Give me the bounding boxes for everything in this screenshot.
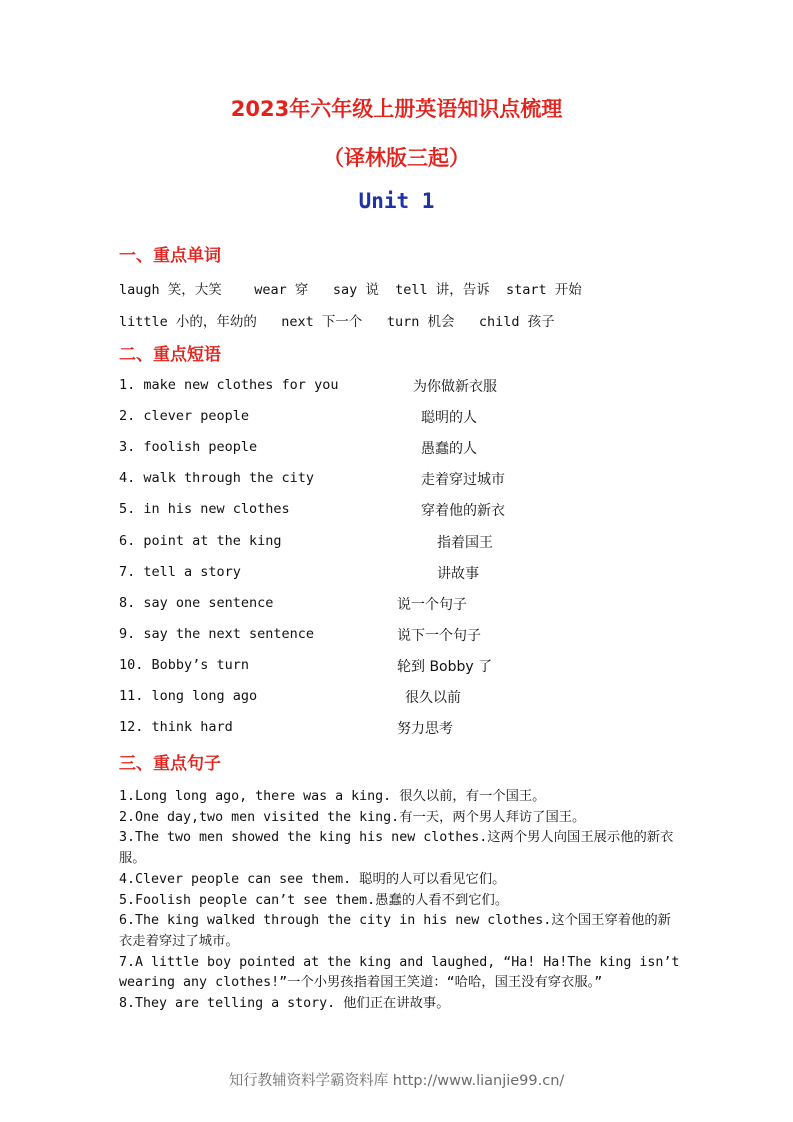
section-heading-phrases: 二、重点短语 (119, 345, 221, 365)
phrase-chinese: 为你做新衣服 (413, 379, 497, 395)
sentence-item: 6.The king walked through the city in his new clothes.这个国王穿着他的新衣走着穿过了城市。 (119, 913, 671, 949)
vocabulary-row-1 (119, 278, 582, 298)
phrase-english: 6. point at the king (119, 533, 282, 549)
phrase-chinese: 说下一个句子 (397, 628, 481, 644)
section-heading-vocabulary: 一、重点单词 (119, 246, 221, 266)
unit-heading: Unit 1 (358, 189, 435, 213)
sentence-item: 2.One day,two men visited the king.有一天，两个男人拜访了国王。 (119, 809, 586, 825)
phrase-english: 4. walk through the city (119, 470, 315, 486)
phrase-chinese: 愚蠢的人 (421, 441, 477, 457)
phrase-english: 3. foolish people (119, 439, 258, 455)
vocab-item: next 下一个 (281, 314, 363, 330)
phrase-chinese: 很久以前 (405, 690, 461, 706)
vocab-item: little 小的，年幼的 (119, 314, 257, 330)
document-title: 2023年六年级上册英语知识点梳理 (230, 97, 563, 121)
vocab-item: tell 讲，告诉 (395, 282, 490, 298)
phrase-chinese: 努力思考 (397, 721, 453, 737)
vocab-item: child 孩子 (478, 314, 555, 330)
vocab-item: start 开始 (506, 282, 582, 298)
sentence-list (119, 787, 681, 1015)
phrase-chinese: 穿着他的新衣 (421, 503, 505, 519)
phrase-chinese: 轮到 Bobby 了 (397, 659, 493, 675)
sentence-item: 5.Foolish people can’t see them.愚蠢的人看不到它们。 (119, 892, 509, 908)
phrase-english: 2. clever people (119, 408, 250, 424)
sentence-item: 8.They are telling a story. 他们正在讲故事。 (119, 996, 450, 1012)
phrase-chinese: 讲故事 (437, 566, 479, 582)
vocabulary-row-2 (119, 310, 555, 330)
document-subtitle: （译林版三起） (323, 146, 470, 170)
phrase-english: 7. tell a story (119, 564, 241, 580)
sentence-item: 4.Clever people can see them. 聪明的人可以看见它们。 (119, 871, 506, 887)
section-heading-sentences: 三、重点句子 (119, 754, 221, 774)
sentence-item: 1.Long long ago, there was a king. 很久以前，有一个国王。 (119, 789, 546, 804)
phrase-chinese: 指着国王 (437, 535, 493, 551)
vocab-item: turn 机会 (386, 314, 455, 330)
phrase-english: 12. think hard (119, 719, 233, 735)
phrase-english: 1. make new clothes for you (119, 377, 339, 393)
sentence-item: 7.A little boy pointed at the king and laughed, “Ha! Ha!The king isn’t wearing any clothes!”一个小男孩指着国王笑道：“哈哈，国王没有穿衣服。” (119, 954, 680, 991)
phrase-english: 10. Bobby’s turn (119, 657, 250, 673)
phrase-english: 5. in his new clothes (119, 501, 290, 517)
phrase-chinese: 聪明的人 (421, 410, 477, 426)
phrase-chinese: 说一个句子 (397, 597, 467, 613)
footer-watermark: 知行教辅资料学霸资料库 http://www.lianjie99.cn/ (228, 1073, 565, 1089)
vocab-item: wear 穿 (254, 282, 309, 298)
phrase-english: 9. say the next sentence (119, 626, 315, 642)
phrase-chinese: 走着穿过城市 (421, 472, 505, 488)
sentence-item: 3.The two men showed the king his new clothes.这两个男人向国王展示他的新衣服。 (119, 830, 674, 867)
phrase-english: 8. say one sentence (119, 595, 274, 611)
vocab-item: laugh 笑，大笑 (119, 282, 222, 298)
phrase-english: 11. long long ago (119, 688, 258, 704)
vocab-item: say 说 (332, 282, 379, 298)
